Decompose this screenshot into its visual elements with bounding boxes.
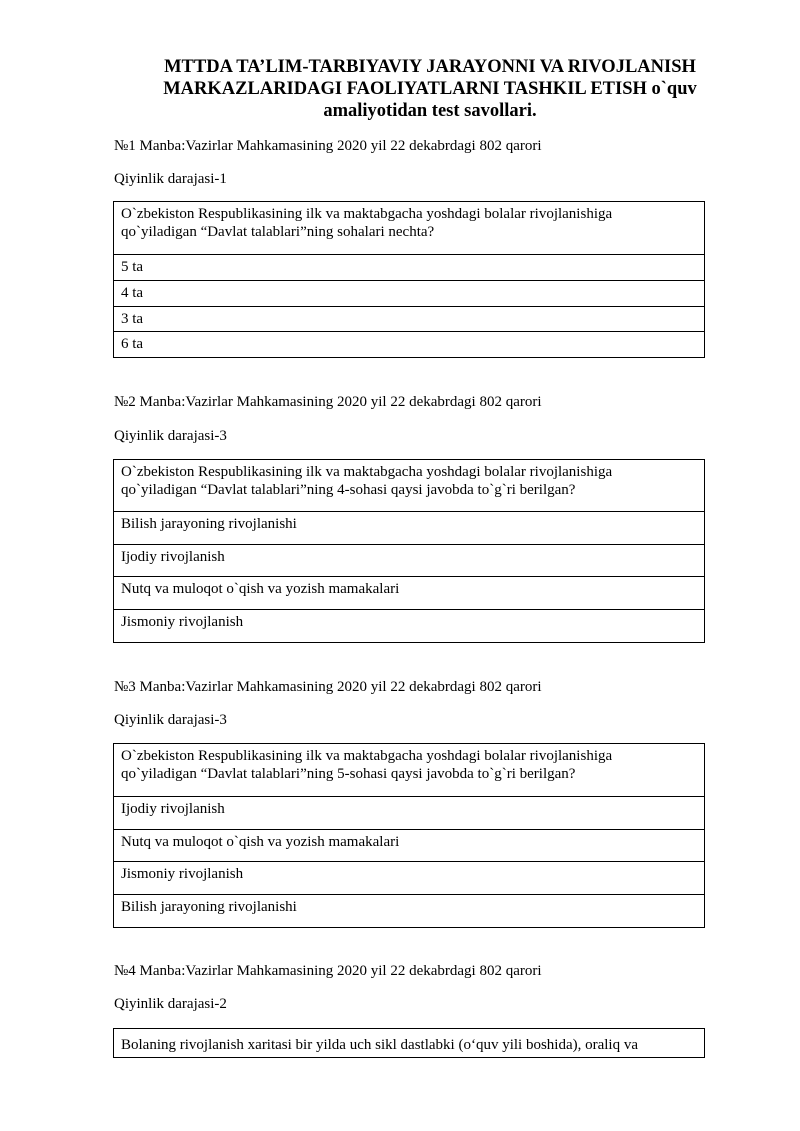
q3-answer-4: Bilish jarayoning rivojlanishi [114, 895, 705, 928]
q1-question [114, 202, 705, 255]
q3-question-line-1: O`zbekiston Respublikasining ilk va maktabgacha yoshdagi bolalar rivojlanishiga [121, 748, 613, 764]
q1-answer-2: 4 ta [114, 281, 705, 307]
q1-question-line-2: qo`yiladigan “Davlat talablari”ning sohalari nechta? [121, 224, 435, 240]
title-line-2: MARKAZLARIDAGI FAOLIYATLARNI TASHKIL ETISH o`quv [163, 79, 697, 99]
q2-question-line-2: qo`yiladigan “Davlat talablari”ning 4-sohasi qaysi javobda to`g`ri berilgan? [121, 482, 576, 498]
title-line-3: amaliyotidan test savollari. [323, 101, 537, 121]
q4-difficulty: Qiyinlik darajasi-2 [114, 996, 227, 1012]
q2-table [113, 459, 705, 643]
title-line-1: MTTDA TA’LIM-TARBIYAVIY JARAYONNI VA RIVOJLANISH [164, 57, 696, 77]
q2-difficulty: Qiyinlik darajasi-3 [114, 428, 227, 444]
q1-difficulty: Qiyinlik darajasi-1 [114, 171, 227, 187]
q1-answer-1: 5 ta [114, 255, 705, 281]
q3-answer-3: Jismoniy rivojlanish [114, 862, 705, 895]
document-title [100, 56, 760, 122]
q2-answer-2: Ijodiy rivojlanish [114, 545, 705, 577]
q2-answer-3: Nutq va muloqot o`qish va yozish mamakalari [114, 577, 705, 610]
q4-source: №4 Manba:Vazirlar Mahkamasining 2020 yil 22 dekabrdagi 802 qarori [114, 963, 542, 979]
q3-answer-2: Nutq va muloqot o`qish va yozish mamakalari [114, 830, 705, 862]
q2-question-line-1: O`zbekiston Respublikasining ilk va maktabgacha yoshdagi bolalar rivojlanishiga [121, 464, 613, 480]
q3-difficulty: Qiyinlik darajasi-3 [114, 712, 227, 728]
q3-table [113, 743, 705, 928]
q4-table [113, 1028, 705, 1058]
q1-question-line-1: O`zbekiston Respublikasining ilk va maktabgacha yoshdagi bolalar rivojlanishiga [121, 206, 613, 222]
q1-answer-4: 6 ta [114, 332, 705, 358]
q3-source: №3 Manba:Vazirlar Mahkamasining 2020 yil 22 dekabrdagi 802 qarori [114, 679, 542, 695]
q1-table [113, 201, 705, 358]
q3-question-line-2: qo`yiladigan “Davlat talablari”ning 5-sohasi qaysi javobda to`g`ri berilgan? [121, 766, 576, 782]
q2-answer-4: Jismoniy rivojlanish [114, 610, 705, 643]
q4-question-line-1: Bolaning rivojlanish xaritasi bir yilda uch sikl dastlabki (o‘quv yili boshida), oraliq va [121, 1037, 638, 1053]
q3-answer-1: Ijodiy rivojlanish [114, 797, 705, 830]
q4-question [114, 1029, 705, 1058]
q1-source: №1 Manba:Vazirlar Mahkamasining 2020 yil 22 dekabrdagi 802 qarori [114, 138, 542, 154]
q2-answer-1: Bilish jarayoning rivojlanishi [114, 512, 705, 545]
q3-question [114, 744, 705, 797]
q2-question [114, 460, 705, 512]
q1-answer-3: 3 ta [114, 307, 705, 332]
q2-source: №2 Manba:Vazirlar Mahkamasining 2020 yil 22 dekabrdagi 802 qarori [114, 394, 542, 410]
